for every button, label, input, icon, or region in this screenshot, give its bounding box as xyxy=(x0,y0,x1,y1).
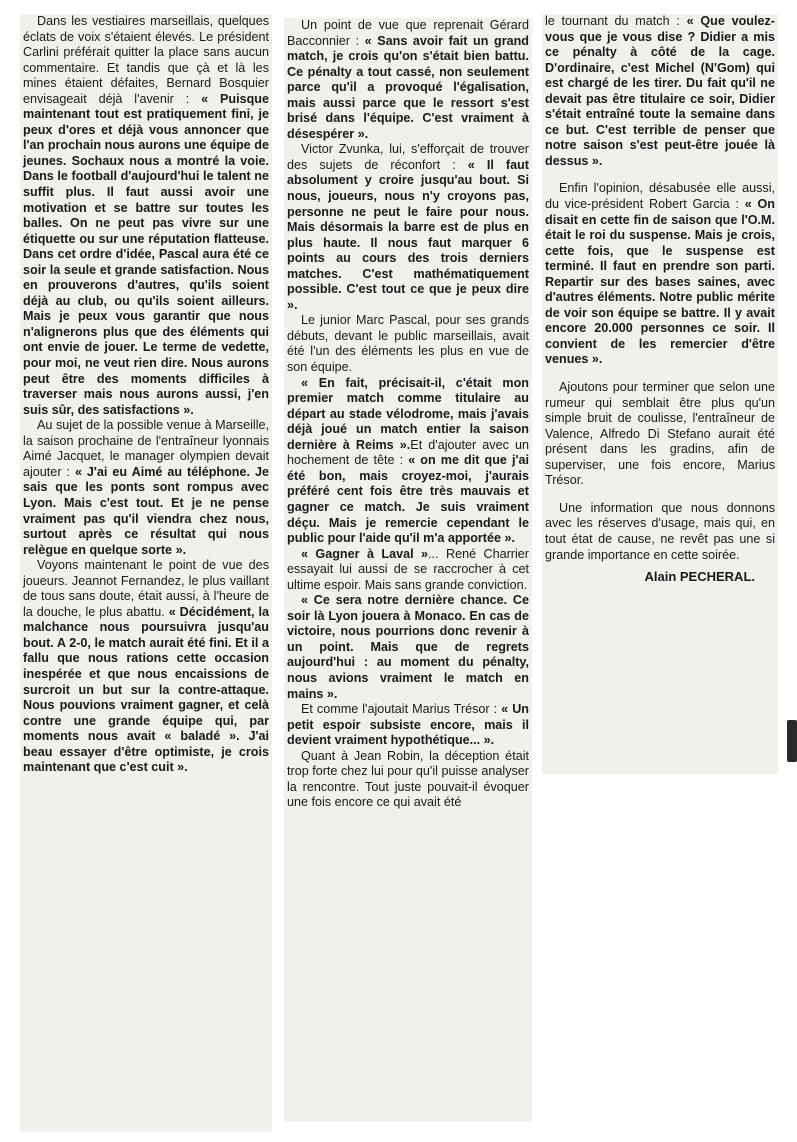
narrative-text: Au sujet de la possible venue à Marseille, la saison prochaine de l'entraîneur lyonnais Aimé Jacquet, le manager olympien devait ajouter : xyxy=(23,418,269,479)
quote-text: « Ce sera notre dernière chance. Ce soir là Lyon jouera à Monaco. En cas de victoire, nous pourrions donc revenir à un point. Mais que de regrets aujourd'hui : au moment du pénalty, nous avions vraiment le match en mains ». xyxy=(287,593,529,701)
article-paragraph xyxy=(23,558,269,776)
article-column-1 xyxy=(20,14,272,1132)
article-paragraph xyxy=(287,702,529,749)
narrative-text: Une information que nous donnons avec les réserves d'usage, mais qui, en tout état de cause, ne revêt pas une si grande importance en cette soirée. xyxy=(545,500,775,562)
quote-text: « Que voulez-vous que je vous dise ? Didier a mis ce pénalty à côté de la cage. D'ordinaire, c'est Michel (N'Gom) qui est chargé de les tirer. Du fait qu'il ne devait pas être titulaire ce soir, Didier s'était entraîné toute la semaine dans ce but. C'est terrible de penser que notre saison s'est peut-être jouée là dessus ». xyxy=(545,14,775,168)
narrative-text: Le junior Marc Pascal, pour ses grands débuts, devant le public marseillais, avait été l'un des éléments les plus en vue de son équipe. xyxy=(287,313,529,375)
author-signature: Alain PECHERAL. xyxy=(644,569,755,585)
quote-text: « Gagner à Laval » xyxy=(301,546,429,561)
narrative-text: Dans les vestiaires marseillais, quelques éclats de voix s'étaient élevés. Le président Carlini préférait quitter la place sans aucun commentaire. Et tandis que çà et là les mines étaient défaites, Bernard Bosquier envisageait déjà l'avenir : xyxy=(23,14,269,106)
page-edge-mark xyxy=(787,720,797,762)
narrative-text: Quant à Jean Robin, la déception était trop forte chez lui pour qu'il puisse analyser la rencontre. Tout juste pouvait-il évoquer une fois encore ce qui avait été xyxy=(287,748,529,810)
quote-text: « on me dit que j'ai été bon, mais croyez-moi, j'aurais préféré cent fois être très mauvais et gagner ce match. Je suis vraiment déçu. Mais je remercie cependant le public pour l'aide qu'il m'a apportée ». xyxy=(287,453,529,546)
narrative-text: Victor Zvunka, lui, s'efforçait de trouver des sujets de réconfort : xyxy=(287,142,529,172)
article-paragraph xyxy=(287,593,529,702)
article-paragraph xyxy=(545,14,775,169)
article-paragraph xyxy=(23,418,269,558)
narrative-text: Un point de vue que reprenait Gérard Bacconnier : xyxy=(287,18,529,48)
quote-text: « J'ai eu Aimé au téléphone. Je sais que les ponts sont rompus avec Lyon. Mais c'est tout. Et je ne pense vraiment pas qu'il viendra chez nous, surtout après ce résultat qui nous relègue en quelque sorte ». xyxy=(23,464,269,557)
article-paragraph xyxy=(545,181,775,368)
article-paragraph xyxy=(287,749,529,811)
quote-text: « Puisque maintenant tout est pratiquement fini, je peux d'ores et déjà vous annoncer que l'an prochain nous aurons une équipe de jeunes. Sochaux nous a montré la voie. Dans le football d'aujourd'hui le talent ne suffit plus. Il faut aussi avoir une motivation et se battre sur toutes les balles. On ne peut pas vivre sur une étiquette ou sur une réputation flatteuse. Dans cet ordre d'idée, Pascal aura été ce soir la seule et grande satisfaction. Nous en prouverons d'autres, qu'ils soient déjà au club, ou qu'ils soient ailleurs. Mais je peux vous garantir que nous n'alignerons plus que des éléments qui ont envie de jouer. Le terme de vedette, pour moi, ne veut rien dire. Nous aurons peut être des moments difficiles à traverser mais nous aurons aussi, j'en suis sûr, des satisfactions ». xyxy=(23,91,269,417)
narrative-text: le tournant du match : xyxy=(545,14,687,28)
article-paragraph xyxy=(287,18,529,142)
quote-text: « En fait, précisait-il, c'était mon premier match comme titulaire au départ au stade vélodrome, mais j'avais déjà joué un match entier la saison dernière à Reims ». xyxy=(287,375,529,452)
article-column-3 xyxy=(542,14,778,774)
article-paragraph xyxy=(287,313,529,375)
narrative-text: Et d'ajouter avec un hochement de tête : xyxy=(287,437,529,468)
article-column-2 xyxy=(284,18,532,1122)
article-paragraph xyxy=(545,380,775,489)
narrative-text: Enfin l'opinion, désabusée elle aussi, du vice-président Robert Garcia : xyxy=(545,181,775,212)
quote-text: « On disait en cette fin de saison que l'O.M. était le roi du suspense. Mais je crois, cette fois, que le suspense est terminé. Il faut en prendre son parti. Repartir sur des bases saines, avec d'autres éléments. Notre public mérite de voir son équipe se battre. Il y avait encore 20.000 personnes ce soir. Il convient de les remercier d'être venues ». xyxy=(545,197,775,367)
narrative-text: Voyons maintenant le point de vue des joueurs. Jeannot Fernandez, le plus vaillant de tous sans doute, était aussi, à l'heure de la douche, le plus abattu. xyxy=(23,558,269,619)
quote-text: « Il faut absolument y croire jusqu'au bout. Si nous, joueurs, nous n'y croyons pas, personne ne peut le faire pour nous. Mais désormais la barre est de plus en plus haute. Il nous faut marquer 6 points au cours des trois derniers matches. C'est mathématiquement possible. C'est tout ce que je peux dire ». xyxy=(287,157,529,312)
article-paragraph xyxy=(287,547,529,594)
narrative-text: ... René Charrier essayait lui aussi de se raccrocher à cet ultime espoir. Mais sans grande conviction. xyxy=(287,546,529,592)
quote-text: « Décidément, la malchance nous poursuivra jusqu'au bout. A 2-0, le match aurait été fini. Et il a fallu que nous rations cette occasion inespérée et que nous encaissions de surcroit un but sur la contre-attaque. Nous pouvions vraiment gagner, et celà contre une grande équipe qui, par moments nous avait « baladé ». J'ai beau essayer d'être optimiste, je crois maintenant que c'est cuit ». xyxy=(23,604,269,775)
narrative-text: Et comme l'ajoutait Marius Trésor : xyxy=(301,702,502,717)
quote-text: « Sans avoir fait un grand match, je crois qu'on s'était bien battu. Ce pénalty a tout cassé, non seulement parce qu'il a provoqué l'égalisation, mais aussi parce que le ressort s'est brisé dans l'équipe. C'est vraiment à désespérer ». xyxy=(287,33,529,141)
article-paragraph xyxy=(23,14,269,418)
quote-text: « Un petit espoir subsiste encore, mais il devient vraiment hypothétique... ». xyxy=(287,702,529,748)
article-paragraph xyxy=(287,142,529,313)
article-paragraph xyxy=(545,501,775,563)
narrative-text: Ajoutons pour terminer que selon une rumeur qui semblait être plus qu'un simple bruit de coulisse, l'entraîneur de Valence, Alfredo Di Stefano aurait été présent dans les gradins, afin de superviser, une fois encore, Marius Trésor. xyxy=(545,380,775,488)
article-paragraph xyxy=(287,376,529,547)
